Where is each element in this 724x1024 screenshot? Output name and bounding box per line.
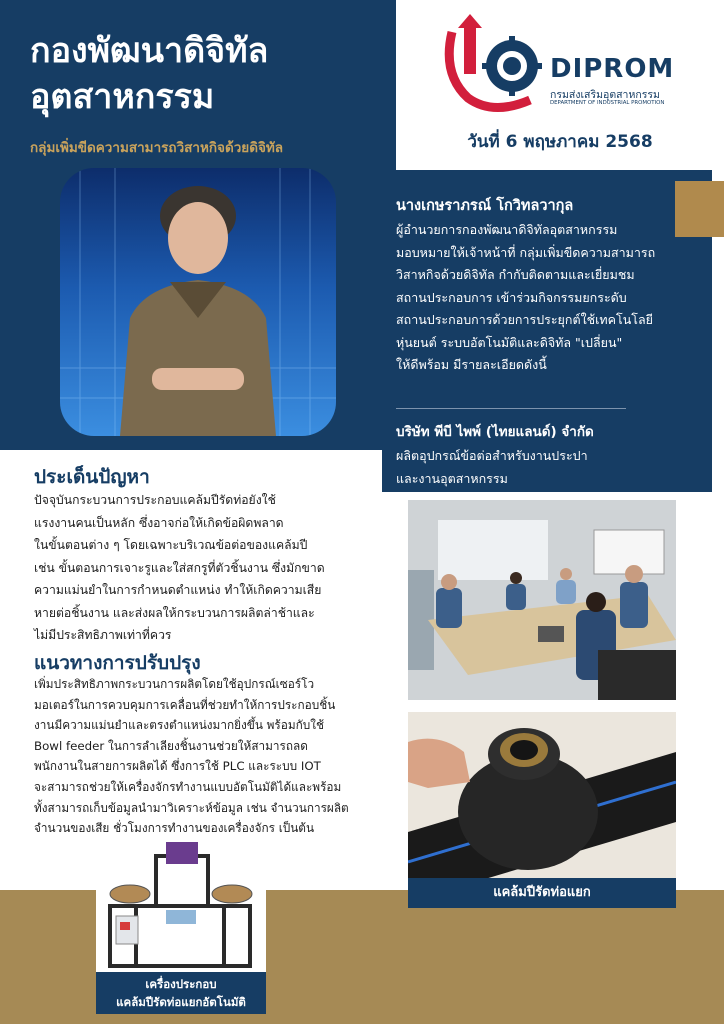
info-divider	[396, 408, 626, 409]
company-name: บริษัท พีบี ไพพ์ (ไทยแลนด์) จำกัด	[396, 424, 594, 440]
company-line: ผลิตอุปกรณ์ข้อต่อสำหรับงานประปา	[396, 448, 588, 463]
page-title	[30, 28, 380, 120]
problem-line: ในขั้นตอนต่าง ๆ โดยเฉพาะบริเวณข้อต่อของแคล้มปี	[34, 538, 308, 552]
page-title-line-1: กองพัฒนาดิจิทัล	[30, 31, 269, 71]
problem-line: เช่น ขั้นตอนการเจาะรูและใส่สกรูที่ตัวชิ้นงาน ซึ่งมักขาด	[34, 560, 325, 575]
solution-text	[34, 674, 396, 839]
report-date: วันที่ 6 พฤษภาคม 2568	[467, 132, 653, 152]
solution-line: พนักงานในสายการผลิตได้ ซึ่งการใช้ PLC และระบบ IOT	[34, 759, 321, 774]
director-line: ผู้อำนวยการกองพัฒนาดิจิทัลอุตสาหกรรม	[396, 222, 618, 237]
solution-line: มอเตอร์ในการควบคุมการเคลื่อนที่ช่วยทำให้การประกอบชิ้น	[34, 697, 336, 712]
page-subtitle: กลุ่มเพิ่มขีดความสามารถวิสาหกิจด้วยดิจิทัล	[30, 140, 284, 156]
director-line: วิสาหกิจด้วยดิจิทัล กำกับติดตามและเยี่ยมชม	[396, 267, 635, 282]
solution-line: งานมีความแม่นยำและตรงตำแหน่งมากยิ่งขึ้น พร้อมกับใช้	[34, 718, 325, 733]
assembly-machine-caption-line: เครื่องประกอบ	[145, 977, 217, 991]
solution-line: ทั้งสามารถเก็บข้อมูลนำมาวิเคราะห์ข้อมูล เช่น จำนวนการผลิต	[34, 800, 349, 815]
problem-heading: ประเด็นปัญหา	[34, 466, 150, 488]
pipe-clamp-illustration	[408, 712, 676, 882]
problem-line: ปัจจุบันกระบวนการประกอบแคล้มปีรัดท่อยังใช้	[34, 493, 276, 507]
director-portrait-illustration	[60, 168, 336, 436]
director-line: ให้ดีพร้อม มีรายละเอียดดังนี้	[396, 357, 547, 372]
director-line: สถานประกอบการ เข้าร่วมกิจกรรมยกระดับ	[396, 289, 627, 305]
logo-thai-name: กรมส่งเสริมอุตสาหกรรม	[550, 89, 660, 101]
problem-line: ไม่มีประสิทธิภาพเท่าที่ควร	[34, 628, 172, 642]
logo-wordmark: DIPROM	[550, 54, 675, 84]
problem-line: ความแม่นยำในการกำหนดตำแหน่ง ทำให้เกิดความเสีย	[34, 583, 322, 597]
meeting-photo-illustration	[408, 500, 676, 700]
assembly-machine-illustration	[96, 836, 266, 976]
meeting-photo	[408, 500, 676, 700]
problem-text	[34, 489, 394, 647]
logo-english-name: DEPARTMENT OF INDUSTRIAL PROMOTION	[550, 100, 665, 106]
solution-heading: แนวทางการปรับปรุง	[34, 652, 201, 674]
pipe-clamp-photo	[408, 712, 676, 882]
solution-line: Bowl feeder ในการลำเลียงชิ้นงานช่วยให้สามารถลด	[34, 738, 308, 753]
director-line: มอบหมายให้เจ้าหน้าที่ กลุ่มเพิ่มขีดความสามารถ	[396, 244, 656, 260]
assembly-machine-caption-line: แคล้มปีรัดท่อแยกอัตโนมัติ	[116, 995, 246, 1009]
director-line: หุ่นยนต์ ระบบอัตโนมัติและดิจิทัล "เปลี่ยน"	[396, 334, 623, 350]
diprom-logo-icon	[438, 14, 548, 114]
company-description	[396, 445, 696, 490]
assembly-machine-image	[96, 836, 266, 976]
company-line: และงานอุตสาหกรรม	[396, 470, 508, 486]
solution-line: จำนวนของเสีย ชั่วโมงการทำงานของเครื่องจักร เป็นต้น	[34, 821, 315, 836]
director-portrait	[60, 168, 336, 436]
problem-line: หายต่อชิ้นงาน และส่งผลให้กระบวนการผลิตล่าช้าและ	[34, 605, 315, 620]
solution-line: จะสามารถช่วยให้เครื่องจักรทำงานแบบอัตโนมัติได้และพร้อม	[34, 779, 342, 794]
director-name: นางเกษราภรณ์ โกวิทลวากุล	[396, 198, 574, 214]
director-line: สถานประกอบการด้วยการประยุกต์ใช้เทคโนโลยี	[396, 312, 653, 327]
assembly-machine-caption	[96, 972, 266, 1014]
solution-line: เพิ่มประสิทธิภาพกระบวนการผลิตโดยใช้อุปกรณ์เซอร์โว	[34, 677, 315, 691]
pipe-clamp-caption: แคล้มปีรัดท่อแยก	[408, 878, 676, 908]
director-description	[396, 219, 718, 377]
page-title-line-2: อุตสาหกรรม	[30, 77, 215, 117]
problem-line: แรงงานคนเป็นหลัก ซึ่งอาจก่อให้เกิดข้อผิดพลาด	[34, 515, 284, 530]
